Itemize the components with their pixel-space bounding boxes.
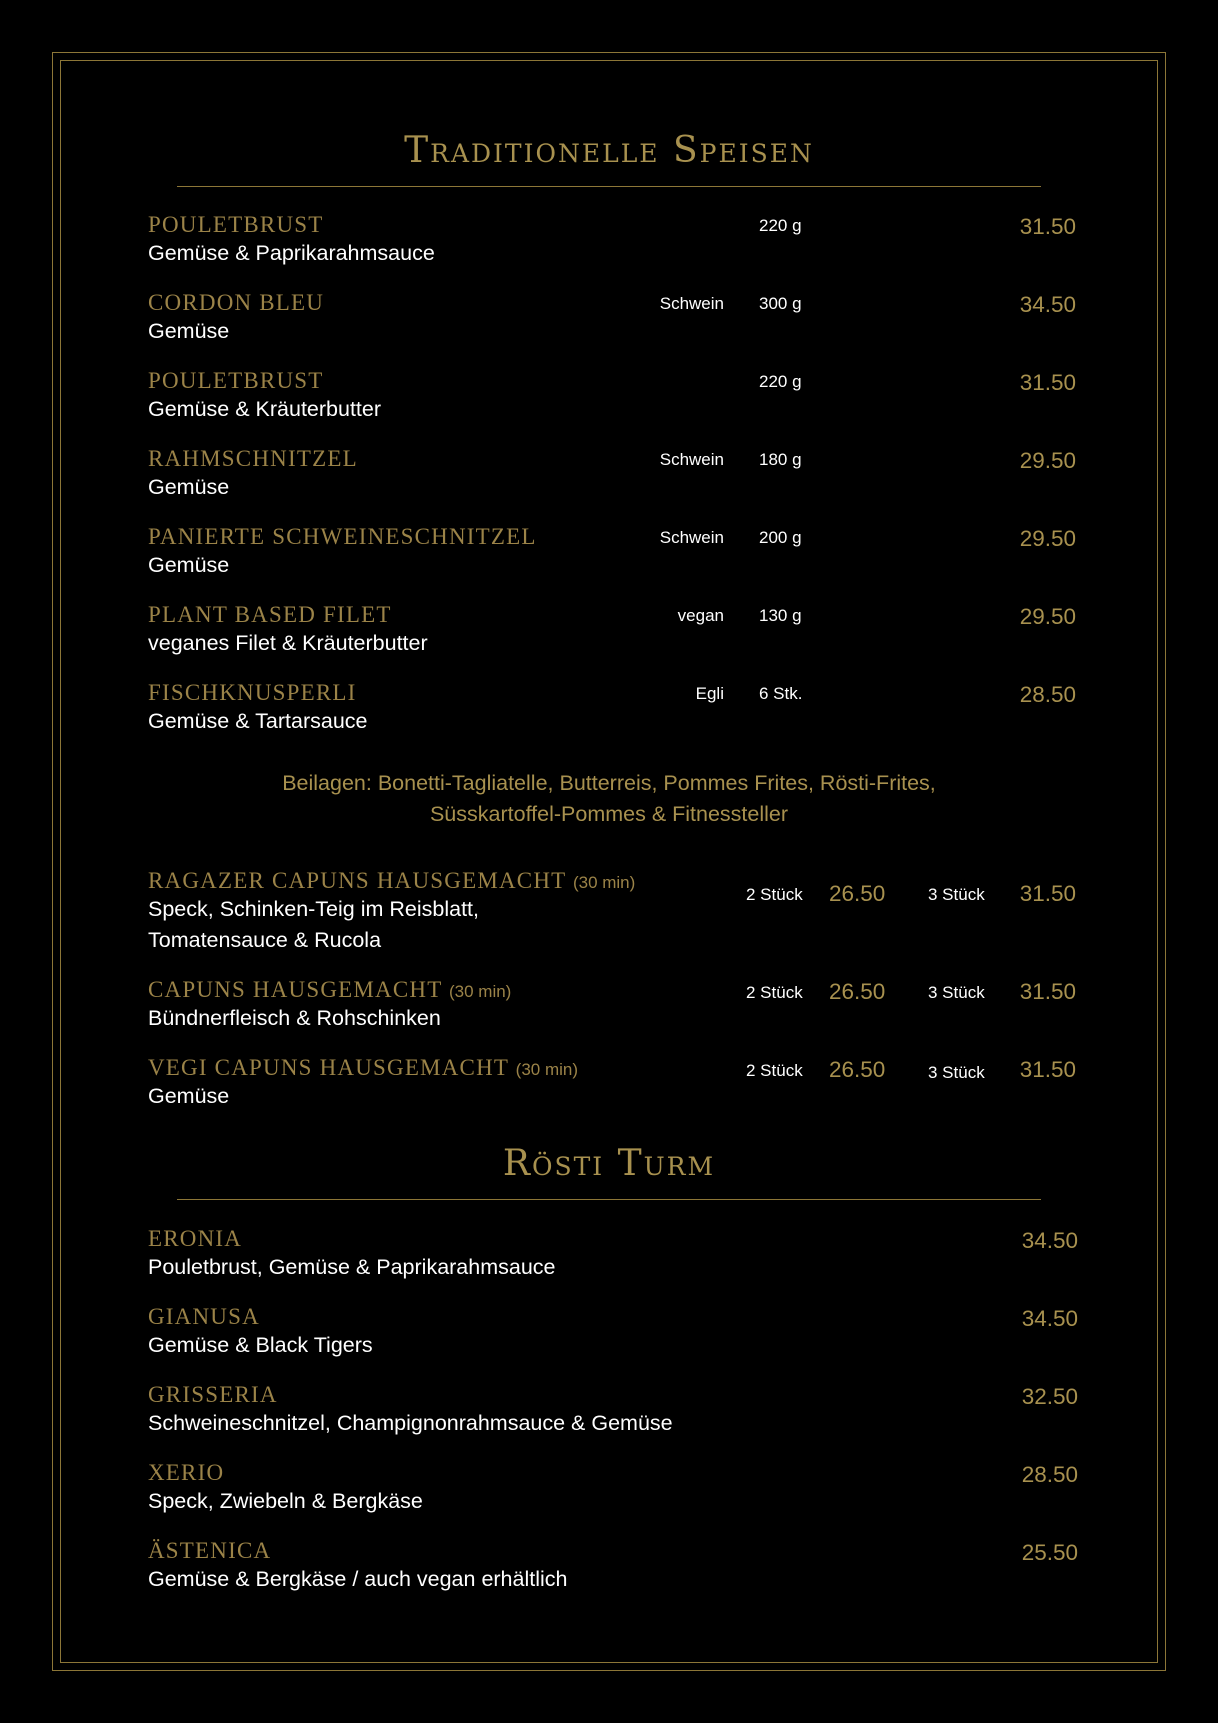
item-price: 26.50 [829,979,886,1004]
item-price: 25.50 [1021,1540,1078,1565]
item-description: Gemüse [148,319,230,343]
item-price: 26.50 [829,881,886,906]
item-name: XERIO [148,1460,225,1485]
item-description: Gemüse & Tartarsauce [148,709,368,733]
menu-item [148,368,1076,428]
item-price: 31.50 [1019,979,1076,1004]
item-description: Pouletbrust, Gemüse & Paprikarahmsauce [148,1255,556,1279]
item-name: POULETBRUST [148,212,324,237]
item-price: 31.50 [1019,1057,1076,1082]
section-divider [177,186,1041,187]
side-dishes-line: Süsskartoffel-Pommes & Fitnessteller [429,802,789,826]
item-description: Gemüse & Bergkäse / auch vegan erhältlich [148,1567,568,1591]
item-meat: Schwein [659,528,724,547]
item-weight: 130 g [759,606,802,625]
menu-item [148,1382,1076,1442]
capuns-item [148,1055,1076,1115]
prep-time-note: (30 min) [572,873,636,892]
item-price: 34.50 [1021,1228,1078,1253]
quantity-label: 3 Stück [928,1063,985,1082]
item-price: 34.50 [1019,292,1076,317]
item-description: veganes Filet & Kräuterbutter [148,631,428,655]
item-name-text: RAGAZER CAPUNS HAUSGEMACHT [148,868,566,893]
menu-item [148,1304,1076,1364]
item-price: 31.50 [1019,370,1076,395]
item-meat: Schwein [659,294,724,313]
item-price: 29.50 [1019,448,1076,473]
item-price: 28.50 [1021,1462,1078,1487]
side-dishes-line: Beilagen: Bonetti-Tagliatelle, Butterreis, Pommes Frites, Rösti-Frites, [282,771,936,795]
item-description: Tomatensauce & Rucola [148,928,382,952]
side-dishes-note [0,768,1218,830]
item-name: RAHMSCHNITZEL [148,446,358,471]
item-description: Gemüse [148,553,230,577]
capuns-item [148,868,1076,960]
item-weight: 220 g [759,216,802,235]
item-description: Bündnerfleisch & Rohschinken [148,1006,441,1030]
item-name: PLANT BASED FILET [148,602,392,627]
item-description: Gemüse & Black Tigers [148,1333,373,1357]
menu-item [148,680,1076,740]
item-weight: 220 g [759,372,802,391]
item-name: ÄSTENICA [148,1538,272,1563]
item-description: Gemüse [148,1084,230,1108]
item-meat: Egli [695,684,724,703]
capuns-item [148,977,1076,1037]
menu-item [148,524,1076,584]
item-name: GIANUSA [148,1304,260,1329]
item-name [148,977,511,1003]
item-name: CORDON BLEU [148,290,325,315]
menu-item [148,212,1076,272]
item-price: 29.50 [1019,526,1076,551]
item-price: 26.50 [829,1057,886,1082]
item-description: Speck, Zwiebeln & Bergkäse [148,1489,423,1513]
item-price: 28.50 [1019,682,1076,707]
item-weight: 180 g [759,450,802,469]
section-title: Traditionelle Speisen [404,130,814,171]
menu-item [148,1538,1076,1598]
section-title: Rösti Turm [502,1143,716,1184]
menu-item [148,1460,1076,1520]
menu-item [148,290,1076,350]
item-meat: vegan [677,606,724,625]
item-weight: 300 g [759,294,802,313]
item-price: 32.50 [1021,1384,1078,1409]
item-name [148,1055,578,1081]
quantity-label: 2 Stück [746,1061,803,1080]
item-name: GRISSERIA [148,1382,278,1407]
item-name: POULETBRUST [148,368,324,393]
item-name: FISCHKNUSPERLI [148,680,357,705]
item-price: 34.50 [1021,1306,1078,1331]
prep-time-note: (30 min) [515,1060,579,1079]
item-description: Schweineschnitzel, Champignonrahmsauce & Gemüse [148,1411,673,1435]
quantity-label: 2 Stück [746,983,803,1002]
prep-time-note: (30 min) [448,982,512,1001]
item-description: Gemüse [148,475,230,499]
item-price: 31.50 [1019,881,1076,906]
item-weight: 200 g [759,528,802,547]
item-price: 29.50 [1019,604,1076,629]
item-name: PANIERTE SCHWEINESCHNITZEL [148,524,537,549]
quantity-label: 2 Stück [746,885,803,904]
menu-item [148,446,1076,506]
item-description: Gemüse & Paprikarahmsauce [148,241,435,265]
item-weight: 6 Stk. [759,684,803,703]
menu-item [148,602,1076,662]
item-name-text: VEGI CAPUNS HAUSGEMACHT [148,1055,509,1080]
item-price: 31.50 [1019,214,1076,239]
item-name [148,868,635,894]
item-description: Speck, Schinken-Teig im Reisblatt, [148,897,480,921]
menu-item [148,1226,1076,1286]
quantity-label: 3 Stück [928,885,985,904]
section-divider [177,1199,1041,1200]
item-description: Gemüse & Kräuterbutter [148,397,382,421]
item-name-text: CAPUNS HAUSGEMACHT [148,977,443,1002]
item-name: ERONIA [148,1226,243,1251]
quantity-label: 3 Stück [928,983,985,1002]
item-meat: Schwein [659,450,724,469]
